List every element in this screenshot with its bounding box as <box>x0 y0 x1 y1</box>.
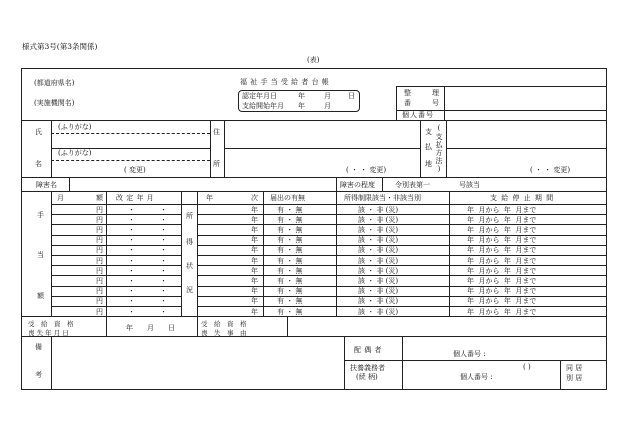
year-unit: 年 <box>251 287 258 296</box>
divider <box>210 120 211 177</box>
col-suspend: 支 給 停 止 期 間 <box>490 194 555 202</box>
revision-dot-1: ・ <box>128 225 135 234</box>
row-divider <box>197 306 607 307</box>
revision-dot-2: ・ <box>160 236 167 245</box>
divider <box>21 120 607 121</box>
yen-unit: 円 <box>96 307 103 316</box>
furigana-2: (ふりがな) <box>58 149 92 157</box>
limit-status: 該 ・ 非 (災) <box>358 246 399 255</box>
row-divider <box>197 255 607 256</box>
suspend-period: 年 月から 年 月まで <box>467 276 537 285</box>
suspend-period: 年 月から 年 月まで <box>467 297 537 306</box>
year-unit: 年 <box>251 225 258 234</box>
spouse-personal-number: 個人番号 : <box>453 350 486 358</box>
row-divider <box>197 224 607 225</box>
payment-method: (支払方法) <box>435 124 443 174</box>
col-year: 年 <box>206 194 213 202</box>
payment-place-3: 地 <box>425 160 432 168</box>
yen-unit: 円 <box>96 266 103 275</box>
income-label-4: 況 <box>186 286 193 294</box>
col-limit: 所得制限該当・非該当別 <box>344 194 421 202</box>
separate-label: 別 居 <box>566 374 583 382</box>
disability-name-label: 障害名 <box>36 181 57 189</box>
disability-degree-label: 障害の程度 <box>340 181 375 189</box>
yen-unit: 円 <box>96 287 103 296</box>
divider <box>263 191 264 316</box>
personal-number-label: 個人番号 <box>402 111 434 119</box>
bango-label-1: 番 <box>404 99 411 107</box>
payment-start-month: 月 <box>324 102 331 110</box>
col-revision: 改 定 年 月 <box>116 194 155 202</box>
yen-unit: 円 <box>96 297 103 306</box>
allowance-label-1: 手 <box>37 211 44 219</box>
suspend-period: 年 月から 年 月まで <box>467 256 537 265</box>
year-unit: 年 <box>251 276 258 285</box>
supporter-personal-number: 個人番号 : <box>460 373 493 381</box>
suspend-period: 年 月から 年 月まで <box>467 307 537 316</box>
report-status: 有 ・ 無 <box>277 297 303 306</box>
report-status: 有 ・ 無 <box>277 287 303 296</box>
yen-unit: 円 <box>96 276 103 285</box>
revision-dot-1: ・ <box>128 297 135 306</box>
limit-status: 該 ・ 非 (災) <box>358 225 399 234</box>
year-unit: 年 <box>251 246 258 255</box>
divider <box>449 191 450 316</box>
yen-unit: 円 <box>96 246 103 255</box>
ledger-title: 福 祉 手 当 受 給 者 台 帳 <box>240 78 330 86</box>
revision-dot-2: ・ <box>160 276 167 285</box>
divider <box>197 316 198 336</box>
name-change: ( 変更) <box>124 166 146 174</box>
allowance-label-3: 額 <box>37 292 44 300</box>
revision-dot-2: ・ <box>160 256 167 265</box>
revision-dot-1: ・ <box>128 266 135 275</box>
revision-dot-2: ・ <box>160 246 167 255</box>
divider <box>396 86 607 87</box>
year-unit: 年 <box>251 256 258 265</box>
suspend-period: 年 月から 年 月まで <box>467 225 537 234</box>
seiri-label-2: 理 <box>432 89 439 97</box>
form-number: 様式第3号(第3条関係) <box>22 42 98 51</box>
remarks-label-1: 備 <box>35 343 42 351</box>
revision-dot-1: ・ <box>128 256 135 265</box>
year-unit: 年 <box>251 266 258 275</box>
name-label-2: 名 <box>35 160 42 168</box>
divider <box>197 191 198 316</box>
yen-unit: 円 <box>96 236 103 245</box>
limit-status: 該 ・ 非 (災) <box>358 236 399 245</box>
report-status: 有 ・ 無 <box>277 215 303 224</box>
limit-status: 該 ・ 非 (災) <box>358 205 399 214</box>
allowance-label-2: 当 <box>37 251 44 259</box>
divider <box>106 191 107 316</box>
income-label-2: 得 <box>186 238 193 246</box>
divider <box>224 148 420 149</box>
ordinance-label: 令別表第一 <box>395 181 430 189</box>
report-status: 有 ・ 無 <box>277 256 303 265</box>
limit-status: 該 ・ 非 (災) <box>358 276 399 285</box>
year-unit: 年 <box>251 297 258 306</box>
divider <box>51 336 52 390</box>
limit-status: 該 ・ 非 (災) <box>358 307 399 316</box>
revision-dot-1: ・ <box>128 276 135 285</box>
row-divider <box>197 275 607 276</box>
divider <box>21 177 607 178</box>
divider <box>21 316 607 317</box>
col-month: 月 <box>57 194 64 202</box>
loss-date-units: 年 月 日 <box>126 324 175 332</box>
year-unit: 年 <box>251 236 258 245</box>
loss-date-label-1: 受 給 資 格 <box>28 320 74 328</box>
revision-dot-1: ・ <box>128 236 135 245</box>
col-amount: 額 <box>96 194 103 202</box>
divider <box>396 86 397 120</box>
divider <box>336 177 337 191</box>
report-status: 有 ・ 無 <box>277 276 303 285</box>
revision-dot-2: ・ <box>160 307 167 316</box>
revision-dot-2: ・ <box>160 225 167 234</box>
revision-dot-2: ・ <box>160 297 167 306</box>
col-report: 届出の有無 <box>270 194 305 202</box>
payment-change: ( ・ ・ 変更) <box>530 166 571 174</box>
divider <box>21 191 607 192</box>
approval-unit-month: 月 <box>324 92 331 100</box>
approval-date-label: 認定年月日 <box>242 92 277 100</box>
revision-dot-1: ・ <box>128 215 135 224</box>
payment-start-label: 支給開始年月 <box>242 102 284 110</box>
revision-dot-2: ・ <box>160 266 167 275</box>
address-change: ( ・ ・ 変更) <box>346 166 387 174</box>
divider <box>560 360 561 390</box>
dashed-line <box>51 160 210 161</box>
row-divider <box>197 214 607 215</box>
divider <box>446 148 607 149</box>
divider <box>382 177 383 191</box>
cohabiting-label: 同 居 <box>566 364 583 372</box>
row-divider <box>197 245 607 246</box>
revision-dot-1: ・ <box>128 246 135 255</box>
prefecture-label: (都道府県名) <box>34 79 75 87</box>
supporter-label-1: 扶養義務者 <box>350 364 385 372</box>
divider <box>336 191 337 316</box>
revision-dot-1: ・ <box>128 205 135 214</box>
limit-status: 該 ・ 非 (災) <box>358 297 399 306</box>
suspend-period: 年 月から 年 月まで <box>467 287 537 296</box>
year-unit: 年 <box>251 307 258 316</box>
address-label-1: 住 <box>213 128 220 136</box>
limit-status: 該 ・ 非 (災) <box>358 287 399 296</box>
year-unit: 年 <box>251 205 258 214</box>
report-status: 有 ・ 無 <box>277 205 303 214</box>
divider <box>287 316 288 336</box>
row-divider <box>197 286 607 287</box>
limit-status: 該 ・ 非 (災) <box>358 215 399 224</box>
yen-unit: 円 <box>96 225 103 234</box>
yen-unit: 円 <box>96 256 103 265</box>
row-divider <box>197 265 607 266</box>
payment-start-year: 年 <box>298 102 305 110</box>
suspend-period: 年 月から 年 月まで <box>467 246 537 255</box>
payment-place-1: 支 <box>425 128 432 136</box>
yen-unit: 円 <box>96 215 103 224</box>
divider <box>51 191 52 316</box>
payment-place-2: 払 <box>425 143 432 151</box>
remarks-label-2: 考 <box>35 371 42 379</box>
applies-label: 号該当 <box>459 181 480 189</box>
income-label-3: 状 <box>186 262 193 270</box>
revision-dot-2: ・ <box>160 205 167 214</box>
bango-label-2: 号 <box>432 99 439 107</box>
divider <box>181 191 182 316</box>
row-divider <box>197 235 607 236</box>
divider <box>444 110 445 120</box>
report-status: 有 ・ 無 <box>277 225 303 234</box>
spouse-label: 配 偶 者 <box>354 346 382 354</box>
address-label-2: 所 <box>213 160 220 168</box>
revision-dot-1: ・ <box>128 307 135 316</box>
report-status: 有 ・ 無 <box>277 266 303 275</box>
revision-dot-2: ・ <box>160 215 167 224</box>
yen-unit: 円 <box>96 205 103 214</box>
divider <box>444 86 445 110</box>
divider <box>402 336 403 390</box>
divider <box>69 177 70 191</box>
dashed-line <box>51 133 210 134</box>
loss-reason-label-2: 喪 失 事 由 <box>201 329 247 337</box>
divider <box>344 336 345 390</box>
income-label-1: 所 <box>186 212 193 220</box>
limit-status: 該 ・ 非 (災) <box>358 266 399 275</box>
report-status: 有 ・ 無 <box>277 307 303 316</box>
furigana-1: (ふりがな) <box>58 123 92 131</box>
suspend-period: 年 月から 年 月まで <box>467 215 537 224</box>
divider <box>344 360 607 361</box>
agency-label: (実施機関名) <box>34 99 75 107</box>
seiri-label-1: 整 <box>404 89 411 97</box>
divider <box>21 336 607 337</box>
suspend-period: 年 月から 年 月まで <box>467 236 537 245</box>
col-period: 次 <box>251 194 258 202</box>
supporter-paren: ( ) <box>523 363 531 371</box>
loss-date-label-2: 喪 失 年 月 日 <box>28 329 69 337</box>
side-label: (表) <box>307 56 320 64</box>
divider <box>106 316 107 336</box>
suspend-period: 年 月から 年 月まで <box>467 205 537 214</box>
suspend-period: 年 月から 年 月まで <box>467 266 537 275</box>
supporter-label-2: (続 柄) <box>356 373 378 381</box>
revision-dot-2: ・ <box>160 287 167 296</box>
report-status: 有 ・ 無 <box>277 236 303 245</box>
year-unit: 年 <box>251 215 258 224</box>
revision-dot-1: ・ <box>128 287 135 296</box>
name-label-1: 氏 <box>35 128 42 136</box>
loss-reason-label-1: 受 給 資 格 <box>201 320 247 328</box>
divider <box>420 120 421 177</box>
approval-unit-day: 日 <box>348 92 355 100</box>
report-status: 有 ・ 無 <box>277 246 303 255</box>
limit-status: 該 ・ 非 (災) <box>358 256 399 265</box>
row-divider <box>197 296 607 297</box>
approval-unit-year: 年 <box>298 92 305 100</box>
